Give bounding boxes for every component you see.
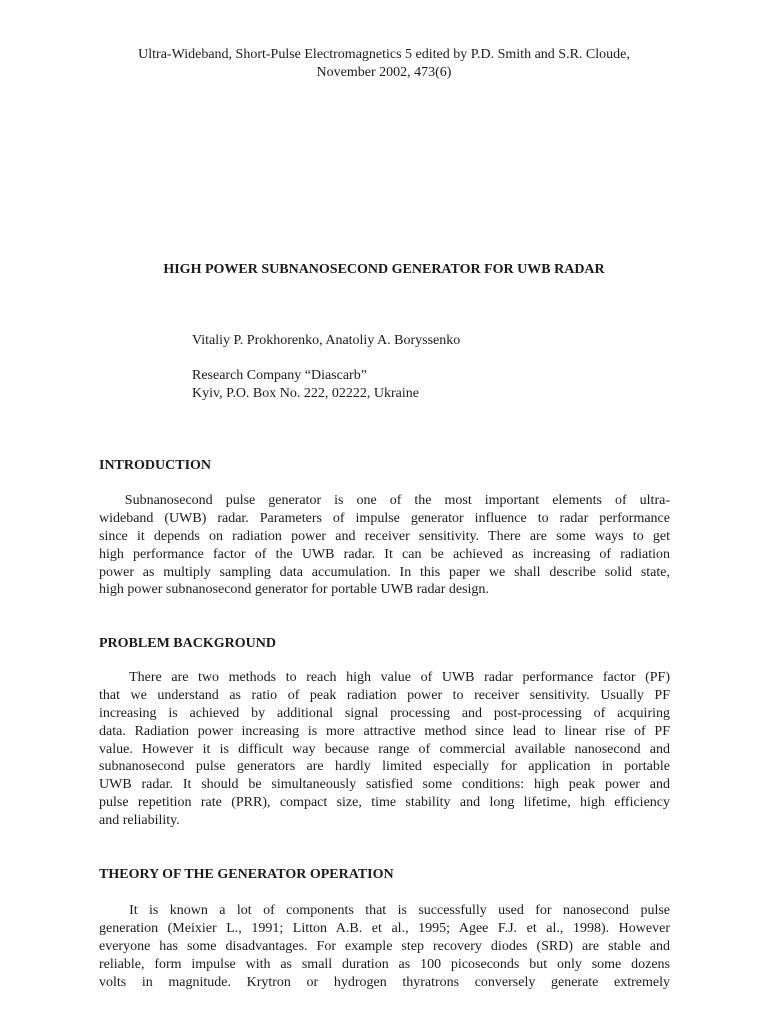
paragraph-line: that we understand as ratio of peak radiation power to receiver sensitivity. Usually PF — [99, 687, 670, 703]
paragraph-line: high performance factor of the UWB radar. It can be achieved as increasing of radiation — [99, 546, 670, 562]
paragraph-line: value. However it is difficult way because range of commercial available nanosecond and — [99, 741, 670, 757]
section-heading-problem-background: PROBLEM BACKGROUND — [99, 636, 276, 651]
paragraph-line: volts in magnitude. Krytron or hydrogen thyratrons conversely generate extremely — [99, 974, 670, 990]
paragraph-line: UWB radar. It should be simultaneously satisfied some conditions: high peak power and — [99, 777, 670, 793]
header-line-2: November 2002, 473(6) — [316, 65, 452, 80]
paragraph-line: subnanosecond pulse generators are hardly limited especially for application in portable — [99, 759, 670, 775]
paper-title: HIGH POWER SUBNANOSECOND GENERATOR FOR UWB RADAR — [163, 262, 605, 277]
affiliation-line-2: Kyiv, P.O. Box No. 222, 02222, Ukraine — [192, 386, 419, 401]
header-line-1: Ultra-Wideband, Short-Pulse Electromagnetics 5 edited by P.D. Smith and S.R. Cloude, — [138, 47, 630, 62]
paragraph-line: generation (Meixier L., 1991; Litton A.B. et al., 1995; Agee F.J. et al., 1998). However — [99, 920, 670, 936]
publication-header — [60, 46, 708, 82]
paragraph-line: wideband (UWB) radar. Parameters of impulse generator influence to radar performance — [99, 510, 670, 526]
paragraph-line: There are two methods to reach high value of UWB radar performance factor (PF) — [129, 670, 670, 685]
section-body-problem-background — [99, 669, 670, 830]
paragraph-line: and reliability. — [99, 813, 180, 829]
paragraph-line: everyone has some disadvantages. For example step recovery diodes (SRD) are stable and — [99, 938, 670, 954]
paragraph-line: Subnanosecond pulse generator is one of the most important elements of ultra- — [124, 493, 670, 508]
affiliation-line-1: Research Company “Diascarb” — [192, 368, 367, 383]
paragraph-line: It is known a lot of components that is successfully used for nanosecond pulse — [129, 903, 670, 918]
section-body-introduction — [99, 492, 670, 599]
paragraph-line: increasing is achieved by additional signal processing and post-processing of acquiring — [99, 705, 670, 721]
section-heading-theory: THEORY OF THE GENERATOR OPERATION — [99, 867, 394, 882]
section-heading-introduction: INTRODUCTION — [99, 458, 212, 473]
paragraph-line: pulse repetition rate (PRR), compact size, time stability and long lifetime, high efficiency — [99, 795, 670, 811]
paragraph-line: power as multiply sampling data accumulation. In this paper we shall describe solid state, — [99, 564, 670, 580]
section-body-theory — [99, 902, 670, 991]
paragraph-line: since it depends on radiation power and receiver sensitivity. There are some ways to get — [99, 528, 670, 544]
affiliation — [192, 367, 419, 403]
paragraph-line: high power subnanosecond generator for portable UWB radar design. — [99, 582, 489, 598]
author-list: Vitaliy P. Prokhorenko, Anatoliy A. Boryssenko — [192, 333, 461, 348]
paragraph-line: reliable, form impulse with as small duration as 100 picoseconds but only some dozens — [99, 956, 670, 972]
paragraph-line: data. Radiation power increasing is more attractive method since lead to linear rise of PF — [99, 723, 670, 739]
